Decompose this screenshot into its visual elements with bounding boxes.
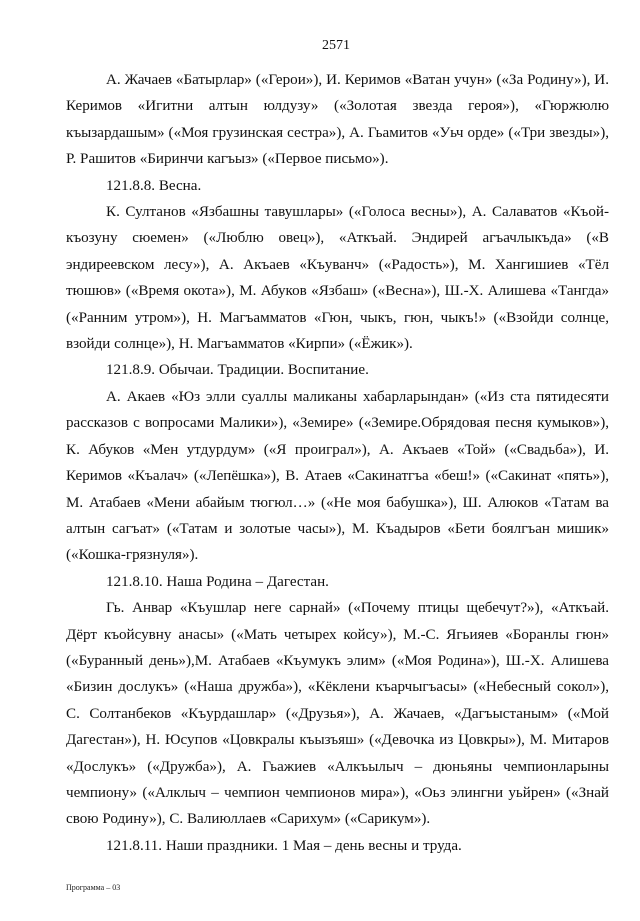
section-heading-homeland: 121.8.10. Наша Родина – Дагестан. xyxy=(106,573,329,590)
paragraph-heroes: А. Жачаев «Батырлар» («Герои»), И. Керимов «Ватан учун» («За Родину»), И. Керимов «Игитни алтын юлдузу» («Золотая звезда героя»), «Гюржюлю къызардашым» («Моя грузинская сестра»), А. Гьамитов «Уьч орде» («Три звезды»), Р. Рашитов «Биринчи кагъыз» («Первое письмо»). xyxy=(66,72,609,168)
footer-label: Программа – 03 xyxy=(66,883,121,892)
body-text xyxy=(66,67,609,859)
paragraph-spring: К. Султанов «Язбашны тавушлары» («Голоса весны»), А. Салаватов «Къой-къозуну сюемен» («Люблю овец»), «Аткъай. Эндирей агъачлыкъда» («В эндиреевском лесу»), А. Акъаев «Къуванч» («Радость»), М. Хангишиев «Тёл тюшюв» («Время окота»), М. Абуков «Язбаш» («Весна»), Ш.-Х. Алишева «Тангда» («Ранним утром»), Н. Магъамматов «Гюн, чыкъ, гюн, чыкъ!» («Взойди солнце, взойди солнце»), Н. Магъамматов «Кирпи» («Ёжик»). xyxy=(66,204,609,353)
section-heading-holidays: 121.8.11. Наши праздники. 1 Мая – день весны и труда. xyxy=(106,837,462,854)
paragraph-homeland: Гь. Анвар «Къушлар неге сарнай» («Почему птицы щебечут?»), «Аткъай. Дёрт къойсувну анасы» («Мать четырех койсу»), М.-С. Ягьияев «Боранлы гюн» («Буранный день»),М. Атабаев «Къумукъ элим» («Моя Родина»), Ш.-Х. Алишева «Бизин дослукъ» («Наша дружба»), «Кёклени къарчыгъасы» («Небесный сокол»), С. Солтанбеков «Къурдашлар» («Друзья»), А. Жачаев, «Дагъыстаным» («Мой Дагестан»), Н. Юсупов «Цовкралы къызъяш» («Девочка из Цовкры»), М. Митаров «Дослукъ» («Дружба»), А. Гьажиев «Алкъылыч – дюньяны чемпионларыны чемпиону» («Алклыч – чемпион чемпионов мира»), «Оьз элингни уьйрен» («Знай свою Родину»), С. Валиюллаев «Сарихум» («Сарикум»). xyxy=(66,600,609,828)
page-number: 2571 xyxy=(322,38,350,53)
section-heading-spring: 121.8.8. Весна. xyxy=(106,177,202,194)
section-heading-customs: 121.8.9. Обычаи. Традиции. Воспитание. xyxy=(106,362,369,379)
paragraph-customs: А. Акаев «Юз элли суаллы маликаны хабарларындан» («Из ста пятидесяти рассказов с вопросами Малики»), «Земире» («Земире.Обрядовая песня кумыков»), К. Абуков «Мен утдурдум» («Я проиграл»), А. Акъаев «Той» («Свадьба»), И. Керимов «Къалач» («Лепёшка»), В. Атаев «Сакинатгъа «беш!» («Сакинат «пять»), М. Атабаев «Мени абайым тюгюл…» («Не моя бабушка»), Ш. Алюков «Татам ва алтын сагъат» («Татам и золотые часы»), М. Къадыров «Бети боялгъан мишик» («Кошка-грязнуля»). xyxy=(66,388,609,564)
